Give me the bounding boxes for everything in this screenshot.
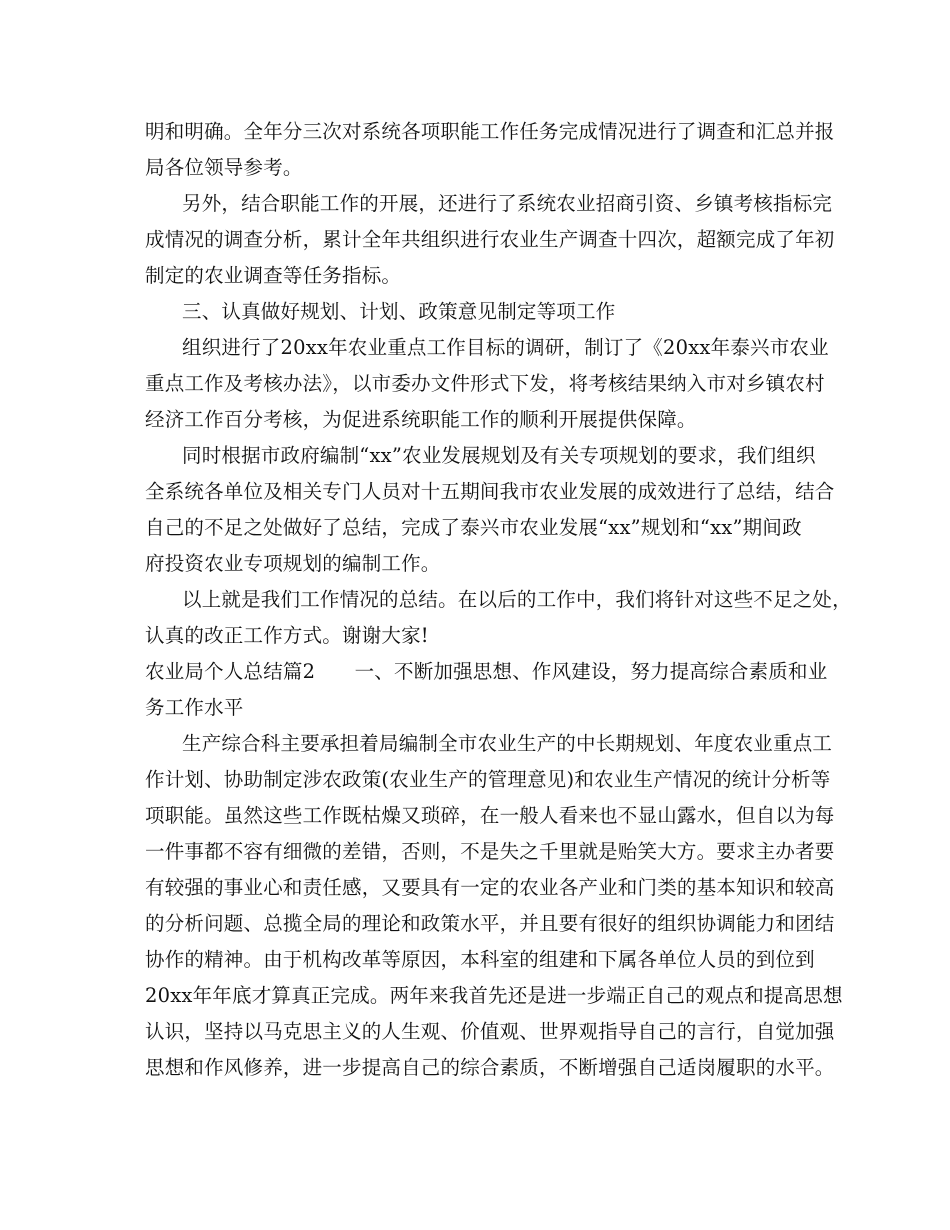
text-line: 协作的精神。由于机构改革等原因，本科室的组建和下属各单位人员的到位到: [145, 948, 815, 971]
text-line: 的分析问题、总揽全局的理论和政策水平，并且要有很好的组织协调能力和团结: [145, 912, 835, 935]
text-line: 有较强的事业心和责任感，又要具有一定的农业各产业和门类的基本知识和较高: [145, 876, 835, 899]
text-line: 一件事都不容有细微的差错，否则，不是失之千里就是贻笑大方。要求主办者要: [145, 840, 835, 863]
text-line: 全系统各单位及相关专门人员对十五期间我市农业发展的成效进行了总结，结合: [145, 480, 835, 503]
text-line: 项职能。虽然这些工作既枯燥又琐碎，在一般人看来也不显山露水，但自以为每: [145, 804, 835, 827]
text-line: 制定的农业调查等任务指标。: [145, 264, 402, 287]
text-line: 务工作水平: [145, 696, 244, 719]
text-line: 经济工作百分考核，为促进系统职能工作的顺利开展提供保障。: [145, 408, 697, 431]
section-heading: 三、认真做好规划、计划、政策意见制定等项工作: [182, 300, 616, 323]
text-line: 明和明确。全年分三次对系统各项职能工作任务完成情况进行了调查和汇总并报: [145, 120, 835, 143]
text-line: 成情况的调查分析，累计全年共组织进行农业生产调查十四次，超额完成了年初: [145, 228, 835, 251]
text-line: 思想和作风修养，进一步提高自己的综合素质，不断增强自己适岗履职的水平。: [145, 1056, 835, 1079]
text-line: 认识，坚持以马克思主义的人生观、价值观、世界观指导自己的言行，自觉加强: [145, 1020, 835, 1043]
text-line: 以上就是我们工作情况的总结。在以后的工作中，我们将针对这些不足之处，: [182, 588, 852, 611]
text-line: 府投资农业专项规划的编制工作。: [145, 552, 441, 575]
text-line: 另外，结合职能工作的开展，还进行了系统农业招商引资、乡镇考核指标完: [182, 192, 833, 215]
text-line: 同时根据市政府编制“xx”农业发展规划及有关专项规划的要求，我们组织: [182, 444, 816, 467]
text-line: 自己的不足之处做好了总结，完成了泰兴市农业发展“xx”规划和“xx”期间政: [145, 516, 802, 539]
text-line: 重点工作及考核办法》，以市委办文件形式下发，将考核结果纳入市对乡镇农村: [145, 372, 825, 395]
text-line: 组织进行了20xx年农业重点工作目标的调研，制订了《20xx年泰兴市农业: [182, 336, 829, 359]
article-heading: 农业局个人总结篇2 一、不断加强思想、作风建设，努力提高综合素质和业: [145, 660, 828, 683]
text-line: 作计划、协助制定涉农政策(农业生产的管理意见)和农业生产情况的统计分析等: [145, 768, 831, 791]
text-line: 认真的改正工作方式。谢谢大家!: [145, 624, 429, 647]
text-line: 20xx年年底才算真正完成。两年来我首先还是进一步端正自己的观点和提高思想: [145, 984, 843, 1007]
text-line: 局各位领导参考。: [145, 156, 303, 179]
text-line: 生产综合科主要承担着局编制全市农业生产的中长期规划、年度农业重点工: [182, 732, 833, 755]
